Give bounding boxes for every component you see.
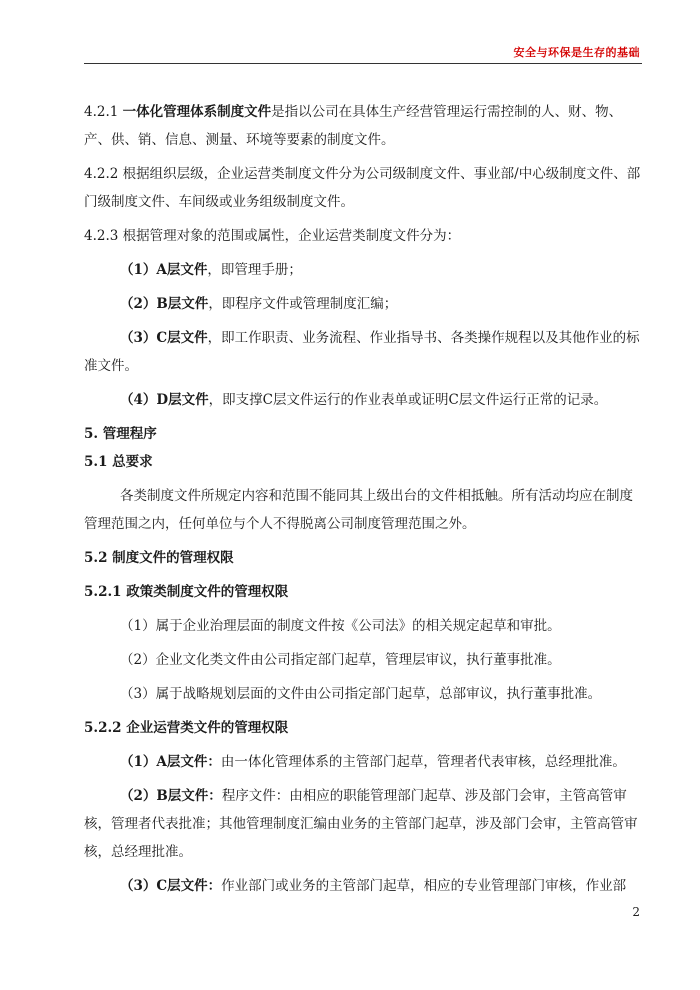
paragraph-4-2-2: 4.2.2 根据组织层级，企业运营类制度文件分为公司级制度文件、事业部/中心级制度文件、部门级制度文件、车间级或业务组级制度文件。 [84, 166, 641, 210]
layer-text: ，即程序文件或管理制度汇编； [208, 296, 398, 312]
layer-text: ，即支撑C层文件运行的作业表单或证明C层文件运行正常的记录。 [208, 392, 608, 408]
layer-text: ，即管理手册； [207, 262, 302, 278]
ops-item-a [84, 748, 644, 776]
ops-text: 由一体化管理体系的主管部门起草，管理者代表审核，总经理批准。 [220, 754, 626, 770]
heading-5-2-2: 5.2.2 企业运营类文件的管理权限 [84, 720, 289, 736]
layer-label: （1）A层文件 [120, 262, 208, 278]
layer-item-a [84, 256, 644, 284]
policy-item-2: （2）企业文化类文件由公司指定部门起草，管理层审议，执行董事批准。 [120, 652, 561, 668]
paragraph-4-2-3: 4.2.3 根据管理对象的范围或属性，企业运营类制度文件分为： [84, 228, 461, 244]
paragraph-5-1: 各类制度文件所规定内容和范围不能同其上级出台的文件相抵触。所有活动均应在制度管理范围之内，任何单位与个人不得脱离公司制度管理范围之外。 [84, 488, 633, 532]
heading-5-2: 5.2 制度文件的管理权限 [84, 550, 234, 566]
ops-label: （2）B层文件： [120, 788, 222, 804]
policy-item-3: （3）属于战略规划层面的文件由公司指定部门起草，总部审议，执行董事批准。 [120, 686, 602, 702]
layer-label: （4）D层文件 [120, 392, 209, 408]
document-body [84, 98, 644, 900]
policy-item-1: （1）属于企业治理层面的制度文件按《公司法》的相关规定起草和审批。 [120, 618, 561, 634]
header-divider [84, 63, 642, 64]
ops-label: （1）A层文件： [120, 754, 221, 770]
paragraph-text: 是指以公司在具体生产经营管理运行需控制的人、财、物、产、供、销、信息、测量、环境等要素的制度文件。 [84, 104, 623, 148]
layer-label: （2）B层文件 [120, 296, 209, 312]
ops-text: 程序文件：由相应的职能管理部门起草、涉及部门会审，主管高管审核，管理者代表批准；其他管理制度汇编由业务的主管部门起草，涉及部门会审，主管高管审核，总经理批准。 [84, 788, 638, 860]
layer-item-c [84, 324, 644, 380]
layer-label: （3）C层文件 [120, 330, 208, 346]
header-slogan: 安全与环保是生存的基础 [513, 46, 640, 59]
heading-5-1: 5.1 总要求 [84, 454, 153, 470]
layer-text: ，即工作职责、业务流程、作业指导书、各类操作规程以及其他作业的标准文件。 [84, 330, 640, 374]
layer-item-b [84, 290, 644, 318]
term-bold: 一体化管理体系制度文件 [122, 104, 272, 120]
ops-item-c [84, 872, 644, 900]
page-number: 2 [632, 905, 640, 919]
heading-5-2-1: 5.2.1 政策类制度文件的管理权限 [84, 584, 289, 600]
paragraph-4-2-1 [84, 98, 644, 154]
ops-item-b [84, 782, 644, 866]
heading-5: 5. 管理程序 [84, 426, 157, 442]
layer-item-d [84, 386, 644, 414]
section-number: 4.2.1 [84, 104, 123, 120]
ops-text: 作业部门或业务的主管部门起草，相应的专业管理部门审核，作业部 [221, 878, 627, 894]
ops-label: （3）C层文件： [120, 878, 222, 894]
